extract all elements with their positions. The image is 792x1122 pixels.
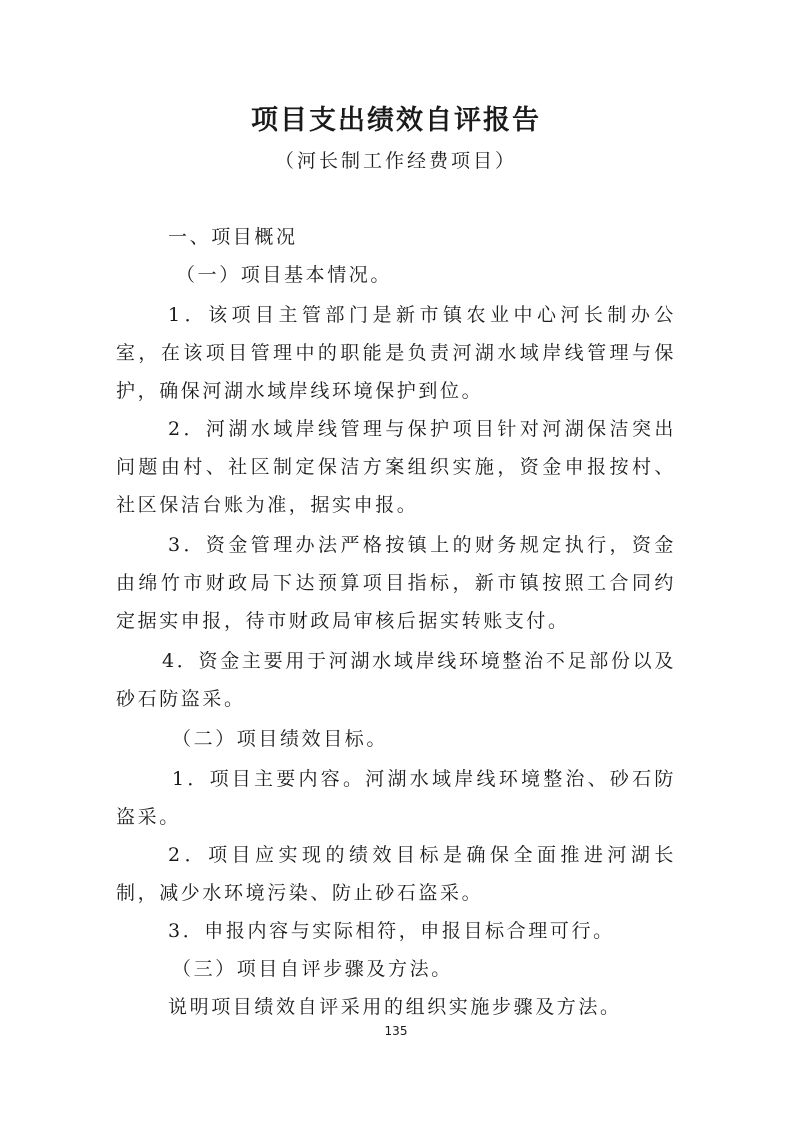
paragraph-1: 1．该项目主管部门是新市镇农业中心河长制办公室，在该项目管理中的职能是负责河湖水域岸线管理与保护，确保河湖水域岸线环境保护到位。 bbox=[116, 304, 676, 402]
paragraph-4: 4．资金主要用于河湖水域岸线环境整治不足部份以及砂石防盗采。 bbox=[116, 650, 676, 710]
document-subtitle: （河长制工作经费项目） bbox=[274, 150, 517, 172]
paragraph-7: 3．申报内容与实际相符，申报目标合理可行。 bbox=[168, 920, 615, 942]
section-heading-performance-goals: （二）项目绩效目标。 bbox=[172, 728, 389, 750]
heading-project-overview: 一、项目概况 bbox=[168, 226, 298, 248]
section-heading-basic-info: （一）项目基本情况。 bbox=[176, 264, 393, 286]
paragraph-2: 2．河湖水域岸线管理与保护项目针对河湖保洁突出问题由村、社区制定保洁方案组织实施，资金申报按村、社区保洁台账为准，据实申报。 bbox=[116, 418, 676, 516]
paragraph-8: 说明项目绩效自评采用的组织实施步骤及方法。 bbox=[168, 996, 622, 1018]
section-heading-self-evaluation: （三）项目自评步骤及方法。 bbox=[172, 958, 453, 980]
paragraph-6: 2．项目应实现的绩效目标是确保全面推进河湖长制，减少水环境污染、防止砂石盗采。 bbox=[116, 844, 676, 904]
page-number: 135 bbox=[384, 1024, 408, 1038]
document-title: 项目支出绩效自评报告 bbox=[251, 105, 541, 136]
paragraph-5: 1．项目主要内容。河湖水域岸线环境整治、砂石防盗采。 bbox=[116, 768, 676, 828]
paragraph-3: 3．资金管理办法严格按镇上的财务规定执行，资金由绵竹市财政局下达预算项目指标，新市镇按照工合同约定据实申报，待市财政局审核后据实转账支付。 bbox=[116, 534, 676, 632]
